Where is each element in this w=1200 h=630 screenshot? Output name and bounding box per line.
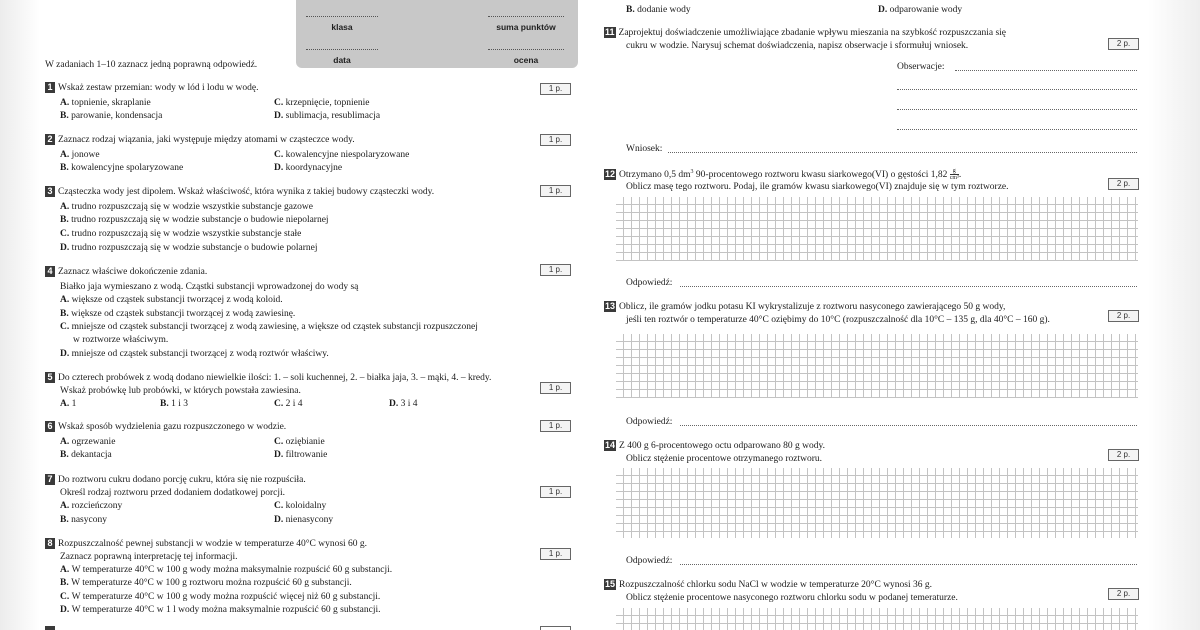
option-text: kowalencyjne spolaryzowane <box>71 163 184 173</box>
question-text-part: 90-procentowego roztworu kwasu siarkowego(VI) o gęstości 1,82 <box>693 170 950 181</box>
question-subtext: cukru w wodzie. Narysuj schemat doświadczenia, napisz obserwacje i sformułuj wniosek. <box>626 41 969 51</box>
option-letter: A. <box>60 295 72 305</box>
option-d[interactable] <box>274 162 342 174</box>
question-text-part: . <box>958 170 962 181</box>
option-letter: B. <box>60 515 72 525</box>
points-sum-label: suma punktów <box>496 22 556 32</box>
option-letter: D. <box>878 5 890 15</box>
question-number: 12 <box>605 169 616 180</box>
option-text: W temperaturze 40°C w 100 g wody można rozpuścić więcej niż 60 g substancji. <box>71 592 381 602</box>
page-edge-shadow-left <box>0 0 40 630</box>
class-label: klasa <box>331 22 353 32</box>
grade-label: ocena <box>513 55 539 65</box>
observations-label: Obserwacje: <box>897 62 945 72</box>
points-box: 1 p. <box>540 548 571 560</box>
question-number: 5 <box>45 372 55 383</box>
option-letter: B. <box>60 215 72 225</box>
option-b[interactable] <box>60 214 329 226</box>
option-c[interactable] <box>60 591 380 603</box>
question-number: 11 <box>605 27 615 38</box>
option-text: nienasycony <box>285 515 334 525</box>
option-text: jonowe <box>71 150 100 160</box>
option-letter: D. <box>60 243 72 253</box>
option-d[interactable] <box>274 110 380 122</box>
option-letter: C. <box>274 98 286 108</box>
option-a[interactable] <box>60 398 76 410</box>
option-letter: B. <box>626 5 638 15</box>
option-c[interactable] <box>60 228 301 240</box>
option-text: koloidalny <box>285 501 327 511</box>
option-text: kowalencyjne niespolaryzowane <box>285 150 410 160</box>
fraction-numerator: g <box>950 168 959 175</box>
question-number: 14 <box>605 440 616 451</box>
grade-dotted-line <box>488 49 564 50</box>
option-text: W temperaturze 40°C w 100 g roztworu można rozpuścić 60 g substancji. <box>71 578 352 588</box>
option-letter: B. <box>60 309 72 319</box>
question-number: 8 <box>45 538 55 549</box>
option-d[interactable] <box>274 514 333 526</box>
option-text: ogrzewanie <box>71 437 116 447</box>
option-text: dodanie wody <box>637 5 691 15</box>
option-letter: B. <box>60 450 72 460</box>
option-text: nasycony <box>71 515 107 525</box>
option-letter: B. <box>160 399 172 409</box>
option-text: trudno rozpuszczają się w wodzie substancje o budowie polarnej <box>71 243 318 253</box>
question-subtext: Oblicz stężenie procentowe nasyconego roztworu chlorku sodu w podanej temeraturze. <box>626 593 958 603</box>
option-d[interactable] <box>389 398 418 410</box>
question-number: 15 <box>605 579 616 590</box>
question-number: 2 <box>45 134 55 145</box>
answer-line[interactable] <box>680 286 1137 287</box>
calculation-grid[interactable] <box>616 608 1138 630</box>
calculation-grid[interactable] <box>616 334 1138 398</box>
question-text: Zaznacz właściwe dokończenie zdania. <box>58 267 208 277</box>
question-2 <box>45 134 355 146</box>
option-b[interactable] <box>160 398 188 410</box>
answer-line[interactable] <box>668 152 1137 153</box>
option-letter: C. <box>60 322 72 332</box>
option-letter: C. <box>274 437 286 447</box>
question-subtext: Określ rodzaj roztworu przed dodaniem dodatkowej porcji. <box>60 488 286 498</box>
option-letter: B. <box>60 163 72 173</box>
option-a[interactable] <box>60 149 100 161</box>
points-box: 2 p. <box>1108 588 1139 600</box>
answer-line[interactable] <box>680 425 1137 426</box>
option-text: 2 i 4 <box>285 399 303 409</box>
option-text: W temperaturze 40°C w 100 g wody można maksymalnie rozpuścić 60 g substancji. <box>71 565 393 575</box>
question-number: 7 <box>45 474 55 485</box>
option-a[interactable] <box>60 97 151 109</box>
question-number: 4 <box>45 266 55 277</box>
option-letter: D. <box>274 111 286 121</box>
points-box: 1 p. <box>540 264 571 276</box>
question-7 <box>45 474 306 486</box>
question-subtext: Oblicz stężenie procentowe otrzymanego roztworu. <box>626 454 822 464</box>
option-text: większe od cząstek substancji tworzącej z wodą zawiesinę. <box>71 309 296 319</box>
student-info-header <box>296 0 578 68</box>
option-c[interactable] <box>274 97 370 109</box>
page-edge-shadow-right <box>1148 0 1200 630</box>
option-text: parowanie, kondensacja <box>71 111 163 121</box>
answer-line[interactable] <box>955 70 1137 71</box>
option-letter: D. <box>274 450 286 460</box>
question-number: 13 <box>605 301 616 312</box>
option-c[interactable] <box>274 436 325 448</box>
calculation-grid[interactable] <box>616 468 1138 538</box>
question-subtext: Białko jaja wymieszano z wodą. Cząstki substancji wprowadzonej do wody są <box>60 282 359 292</box>
answer-label: Odpowiedź: <box>626 556 673 566</box>
question-12 <box>604 166 961 181</box>
option-d[interactable] <box>60 604 381 616</box>
points-box: 1 p. <box>540 83 571 95</box>
answer-line[interactable] <box>680 564 1137 565</box>
option-text: dekantacja <box>71 450 112 460</box>
question-number: 3 <box>45 186 55 197</box>
option-b[interactable] <box>60 308 295 320</box>
option-text: koordynacyjne <box>285 163 343 173</box>
points-box: 1 p. <box>540 185 571 197</box>
option-letter: D. <box>60 605 72 615</box>
option-text: sublimacja, resublimacja <box>285 111 381 121</box>
question-text: Zaprojektuj doświadczenie umożliwiające zbadanie wpływu mieszania na szybkość rozpuszczania się <box>618 28 1007 38</box>
option-c-continuation: w roztworze właściwym. <box>73 335 169 345</box>
question-number: 6 <box>45 421 55 432</box>
question-text: Rozpuszczalność chlorku sodu NaCl w wodzie w temperaturze 20°C wynosi 36 g. <box>619 580 933 590</box>
question-text-part: Otrzymano 0,5 dm <box>619 170 691 181</box>
option-c[interactable] <box>60 321 478 333</box>
question-4 <box>45 266 207 278</box>
date-dotted-line <box>306 49 378 50</box>
answer-line[interactable] <box>897 109 1137 110</box>
option-d[interactable] <box>60 348 329 360</box>
question-text: Do czterech probówek z wodą dodano niewielkie ilości: 1. – soli kuchennej, 2. – białka jaja, 3. – mąki, 4. – kredy. <box>58 373 492 383</box>
date-label: data <box>333 55 351 65</box>
option-text: 1 <box>71 399 77 409</box>
conclusion-label: Wniosek: <box>626 144 663 154</box>
question-5 <box>45 372 491 384</box>
option-a[interactable] <box>60 294 283 306</box>
option-d[interactable] <box>274 449 327 461</box>
option-letter: C. <box>274 399 286 409</box>
option-letter: D. <box>274 163 286 173</box>
option-letter: A. <box>60 565 72 575</box>
option-letter: A. <box>60 98 72 108</box>
option-b[interactable] <box>60 162 183 174</box>
option-text: W temperaturze 40°C w 1 l wody można maksymalnie rozpuścić 60 g substancji. <box>71 605 381 615</box>
option-letter: A. <box>60 202 72 212</box>
option-text: trudno rozpuszczają się w wodzie wszystkie substancje stałe <box>71 229 302 239</box>
option-letter: D. <box>389 399 401 409</box>
option-letter: A. <box>60 501 72 511</box>
option-a[interactable] <box>60 201 313 213</box>
option-b[interactable] <box>60 577 352 589</box>
points-box: 2 p. <box>1108 310 1139 322</box>
question-11 <box>604 27 1006 39</box>
answer-line[interactable] <box>897 129 1137 130</box>
question-text: Wskaż sposób wydzielenia gazu rozpuszczonego w wodzie. <box>58 422 287 432</box>
points-box: 2 p. <box>1108 178 1139 190</box>
option-text: trudno rozpuszczają się w wodzie wszystkie substancje gazowe <box>71 202 313 212</box>
question-number: 1 <box>45 82 55 93</box>
option-text: mniejsze od cząstek substancji tworzącej z wodą roztwór właściwy. <box>71 349 329 359</box>
answer-label: Odpowiedź: <box>626 417 673 427</box>
option-text: mniejsze od cząstek substancji tworzącej z wodą zawiesinę, a większe od cząstek substancji rozpuszczonej <box>71 322 478 332</box>
points-box: 1 p. <box>540 382 571 394</box>
option-text: rozcieńczony <box>71 501 123 511</box>
answer-label: Odpowiedź: <box>626 278 673 288</box>
option-letter: D. <box>274 515 286 525</box>
points-box: 1 p. <box>540 420 571 432</box>
option-text: 3 i 4 <box>400 399 418 409</box>
option-c[interactable] <box>274 149 409 161</box>
points-box: 2 p. <box>1108 449 1139 461</box>
next-question-marker <box>45 626 55 630</box>
question-text: Do roztworu cukru dodano porcję cukru, która się nie rozpuściła. <box>58 475 306 485</box>
option-letter: A. <box>60 150 72 160</box>
option-letter: C. <box>274 150 286 160</box>
question-text: Oblicz, ile gramów jodku potasu KI wykrystalizuje z roztworu nasyconego zawierającego 50 g wody, <box>619 302 1006 312</box>
option-text: topnienie, skraplanie <box>71 98 151 108</box>
option-a[interactable] <box>60 500 122 512</box>
option-letter: A. <box>60 437 72 447</box>
question-text: Wskaż zestaw przemian: wody w lód i lodu w wodę. <box>58 83 259 93</box>
option-letter: B. <box>60 111 72 121</box>
question-text: Zaznacz rodzaj wiązania, jaki występuje między atomami w cząsteczce wody. <box>58 135 355 145</box>
option-c[interactable] <box>274 500 326 512</box>
option-letter: B. <box>60 578 72 588</box>
question-text: Rozpuszczalność pewnej substancji w wodzie w temperaturze 40°C wynosi 60 g. <box>58 539 368 549</box>
calculation-grid[interactable] <box>616 197 1138 261</box>
option-b[interactable] <box>626 4 691 16</box>
option-b[interactable] <box>60 514 107 526</box>
option-text: krzepnięcie, topnienie <box>285 98 370 108</box>
option-text: trudno rozpuszczają się w wodzie substancje o budowie niepolarnej <box>71 215 329 225</box>
points-dotted-line <box>488 16 564 17</box>
superscript: 3 <box>690 169 694 175</box>
option-c[interactable] <box>274 398 303 410</box>
option-b[interactable] <box>60 110 162 122</box>
option-letter: A. <box>60 399 72 409</box>
option-text: większe od cząstek substancji tworzącej z wodą koloid. <box>71 295 283 305</box>
question-text: Z 400 g 6-procentowego octu odparowano 80 g wody. <box>619 441 825 451</box>
option-text: 1 i 3 <box>171 399 188 409</box>
question-15 <box>604 579 932 591</box>
question-subtext: Oblicz masę tego roztworu. Podaj, ile gramów kwasu siarkowego(VI) znajduje się w tym roztworze. <box>626 182 1009 192</box>
question-14 <box>604 440 825 452</box>
density-unit-fraction <box>949 168 962 182</box>
option-a[interactable] <box>60 436 115 448</box>
question-8 <box>45 538 367 550</box>
points-box: 2 p. <box>1108 38 1139 50</box>
option-b[interactable] <box>60 449 112 461</box>
option-letter: C. <box>274 501 286 511</box>
question-subtext: jeśli ten roztwór o temperaturze 40°C oziębimy do 10°C (rozpuszczalność dla 10°C – 135 g, dla 40°C – 160 g). <box>626 315 1050 325</box>
option-text: filtrowanie <box>285 450 328 460</box>
option-letter: C. <box>60 229 72 239</box>
next-points-box <box>540 626 571 630</box>
answer-line[interactable] <box>897 89 1137 90</box>
option-d[interactable] <box>60 242 318 254</box>
points-box: 1 p. <box>540 134 571 146</box>
instruction-text: W zadaniach 1–10 zaznacz jedną poprawną odpowiedź. <box>45 60 258 70</box>
question-1 <box>45 82 259 94</box>
question-13 <box>604 301 1005 313</box>
question-6 <box>45 421 286 433</box>
option-letter: D. <box>60 349 72 359</box>
option-a[interactable] <box>60 564 392 576</box>
question-subtext: Wskaż probówkę lub probówki, w których powstała zawiesina. <box>60 386 301 396</box>
option-letter: C. <box>60 592 72 602</box>
fraction-denominator: cm³ <box>949 175 959 182</box>
question-3 <box>45 186 434 198</box>
option-d[interactable] <box>878 4 962 16</box>
option-text: oziębianie <box>285 437 325 447</box>
question-subtext: Zaznacz poprawną interpretację tej informacji. <box>60 552 238 562</box>
points-box: 1 p. <box>540 486 571 498</box>
question-text: Cząsteczka wody jest dipolem. Wskaż właściwość, która wynika z takiej budowy cząsteczki wody. <box>58 187 435 197</box>
option-text: odparowanie wody <box>889 5 963 15</box>
class-dotted-line <box>306 16 378 17</box>
